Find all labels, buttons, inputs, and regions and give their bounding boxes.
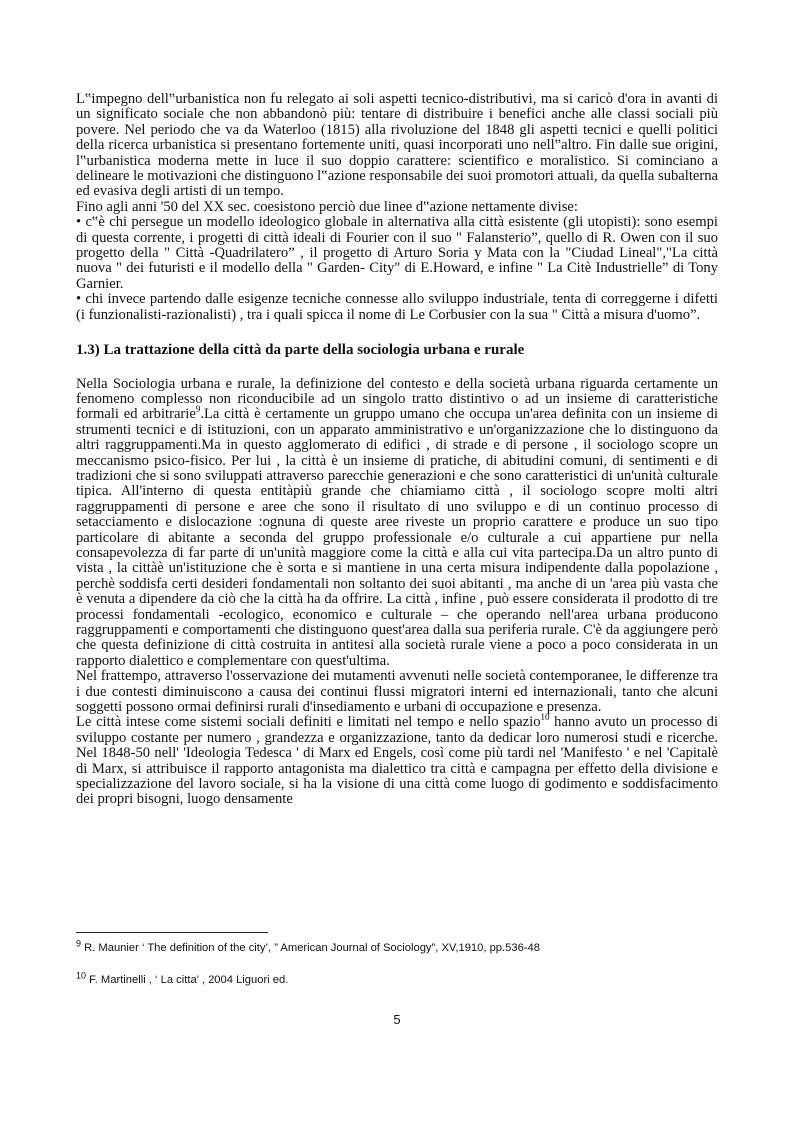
section-paragraph-1	[76, 377, 718, 670]
paragraph-text: Le città intese come sistemi sociali definiti e limitati nel tempo e nello spazio	[76, 714, 541, 731]
bullet-funzionalisti: • chi invece partendo dalle esigenze tecniche connesse allo sviluppo industriale, tenta di correggerne i difetti (i funzionalisti-razionalisti) , tra i quali spicca il nome di Le Corbusier con la sua " Città a misura d'uomo”.	[76, 291, 718, 323]
paragraph-text: .La città è certamente un gruppo umano che occupa un'area definita con un insieme di strumenti tecnici e di istituzioni, con un apparato amministrativo e un'organizzazione che lo distinguono da altri raggruppamenti.Ma in questo agglomerato di edifici , di strade e di persone , il sociologo scopre un meccanismo psico-fisico. Per lui , la città è un insieme di pratiche, di abitudini comuni, di sentimenti e di tradizioni che si sono sviluppati attraverso parecchie generazioni e che sono caratteristici di un'unità culturale tipica. All'interno di questa entitàpiù grande che chiamiamo città , il sociologo scopre molti altri raggruppamenti di persone e aree che sono il risultato di uno sviluppo e di un continuo processo di setacciamento e dislocazione :ognuna di queste aree riveste un proprio carattere e produce un suo tipo particolare di abitante a seconda del gruppo professionale e/o culturale a cui appartiene pur nella consapevolezza di far parte di un'unità maggiore come la città e alla cui vita partecipa.Da un altro punto di vista , la cittàè un'istituzione che è sorta e si mantiene in una certa misura indipendente dalla popolazione , perchè soddisfa certi desideri fondamentali non soltanto dei suoi abitanti , ma anche di un 'area più vasta che è venuta a dipendere da ciò che la città ha da offrire. La città , infine , può essere considerata il prodotto di tre processi fondamentali -ecologico, economico e culturale – che operando nell'area urbana producono raggruppamenti e comportamenti che distinguono quest'area dalla sua periferia rurale. C'è da aggiungere però che questa definizione di città costruita in antitesi alla società rurale viene a poco a poco considerata in un rapporto dialettico e complementare con quest'ultima.	[76, 406, 719, 669]
section-paragraph-3	[76, 712, 719, 808]
page-number: 5	[393, 1012, 401, 1027]
footnote-10	[76, 970, 289, 986]
footnote-9	[76, 938, 540, 954]
document-body	[76, 92, 718, 808]
footnote-reference[interactable]: 10	[540, 712, 550, 723]
footnote-text: R. Maunier ‘ The definition of the city’, ” American Journal of Sociology”, XV,1910, pp.536-48	[81, 942, 540, 954]
section-heading: 1.3) La trattazione della città da parte della sociologia urbana e rurale	[76, 342, 525, 359]
footnote-reference[interactable]: 9	[195, 404, 201, 415]
intro-paragraph-2: Fino agli anni '50 del XX sec. coesistono perciò due linee d‟azione nettamente divise:	[76, 198, 578, 215]
paragraph-text: Nella Sociologia urbana e rurale, la definizione del contesto e della società urbana riguarda certamente un fenomeno complesso non riconducibile ad un singolo tratto distintivo o ad un insieme di caratteristiche formali ed arbitrarie	[76, 375, 718, 423]
footnote-number: 10	[76, 970, 87, 981]
intro-paragraph: L‟impegno dell‟urbanistica non fu relegato ai soli aspetti tecnico-distributivi, ma si caricò d'ora in avanti di un significato sociale che non abbandonò più: tentare di distribuire i benefici anche alle classi sociali più povere. Nel periodo che va da Waterloo (1815) alla rivoluzione del 1848 gli aspetti tecnici e quelli politici della ricerca urbanistica si presentano fortemente uniti, quasi incorporati uno nell‟altro. Fin dalle sue origini, l‟urbanistica moderna mette in luce il suo doppio carattere: scientifico e moralistico. Si cominciano a delineare le motivazioni che distinguono l‟azione responsabile dei suoi promotori attuali, da quella subalterna ed evasiva degli artisti di un tempo.	[76, 91, 718, 200]
footnote-number: 9	[76, 938, 82, 949]
paragraph-text: hanno avuto un processo di sviluppo costante per numero , grandezza e organizzazione, tanto da dedicar loro numerosi studi e ricerche. Nel 1848-50 nell' 'Ideologia Tedesca ' di Marx ed Engels, così come più tardi nel 'Manifesto ' e nel 'Capitalè di Marx, si attribuisce il rapporto antagonista ma dialettico tra città e campagna per effetto della divisione e specializzazione del lavoro sociale, si ha la visione di una città come luogo di godimento e soddisfacimento dei propri bisogni, luogo densamente	[76, 714, 719, 808]
section-paragraph-2: Nel frattempo, attraverso l'osservazione dei mutamenti avvenuti nelle società contemporanee, le differenze tra i due contesti diminuiscono a causa dei continui flussi migratori interni ed internazionali, tanto che alcuni soggetti possono ormai definirsi rurali d'insediamento e urbani di occupazione e presenza.	[76, 668, 718, 716]
footnote-separator	[76, 932, 268, 933]
bullet-utopisti: • c‟è chi persegue un modello ideologico globale in alternativa alla città esistente (gli utopisti): sono esempi di questa corrente, i progetti di città ideali di Fourier con il suo " Falansterio”, quello di R. Owen con il suo progetto della " Città -Quadrilatero” , il progetto di Arturo Soria y Mata con la "Ciudad Lineal","La città nuova " dei futuristi e il modello della " Garden- City" di E.Howard, e infine " La Citè Industrielle” di Tony Garnier.	[76, 214, 718, 292]
footnote-text: F. Martinelli , ‘ La citta’ , 2004 Liguori ed.	[86, 974, 289, 986]
